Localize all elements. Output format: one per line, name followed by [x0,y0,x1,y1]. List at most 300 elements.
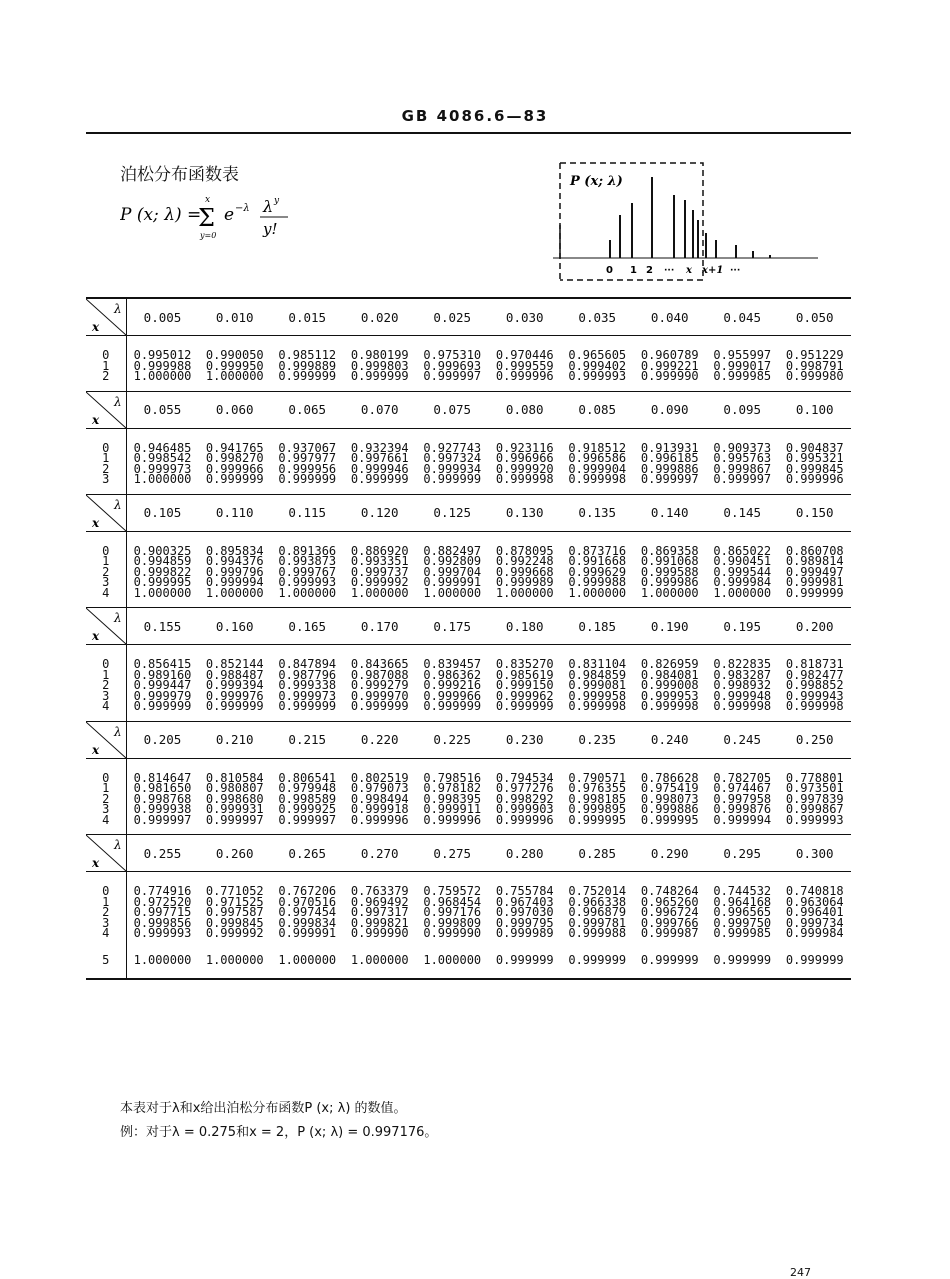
lambda-symbol: λ [114,611,122,625]
probability-column [706,872,779,948]
lambda-value: 0.060 [199,391,272,428]
probability-value: 0.999889 [278,358,337,373]
probability-value: 0.999999 [350,472,409,486]
x-value: 0 [102,884,110,898]
probability-value: 0.999931 [205,802,264,816]
probability-value: 1.000000 [350,585,409,600]
x-value: 5 [86,948,126,979]
probability-column [271,872,344,948]
probability-value: 0.997317 [350,905,409,919]
lambda-value: 0.010 [199,298,272,336]
formula-exp-power: −λ [235,203,250,214]
probability-value: 0.969492 [350,894,409,909]
probability-value: 0.932394 [350,440,409,455]
probability-value: 0.873716 [568,543,627,558]
probability-value: 0.999999 [779,948,852,979]
probability-value: 0.790571 [568,770,627,785]
lambda-value: 0.080 [489,391,562,428]
x-value: 3 [102,688,110,703]
probability-value: 0.999402 [568,358,627,373]
lambda-value: 0.280 [489,835,562,872]
probability-value: 0.965260 [640,894,699,909]
probability-column [561,428,634,494]
probability-value: 0.999845 [205,915,264,930]
probability-value: 0.999918 [350,802,409,816]
lambda-value: 0.270 [344,835,417,872]
lambda-value: 0.115 [271,494,344,531]
probability-value: 0.999999 [278,369,337,383]
probability-value: 0.992809 [423,554,482,568]
probability-value: 0.826959 [640,657,699,671]
svg-text:1: 1 [630,265,637,276]
probability-value: 0.967403 [495,894,554,909]
lambda-value: 0.195 [706,608,779,645]
probability-value: 0.999991 [278,926,337,940]
probability-column [634,872,707,948]
probability-value: 0.999997 [278,812,337,827]
x-value: 4 [102,585,110,600]
probability-value: 0.991068 [640,554,699,568]
probability-value: 0.999886 [640,802,699,816]
probability-value: 0.999920 [495,461,554,476]
probability-value: 0.999973 [278,688,337,703]
header-rule [86,132,851,134]
formula-denominator: y! [263,220,278,238]
probability-value: 0.999998 [568,699,627,713]
lambda-value: 0.095 [706,391,779,428]
probability-value: 0.995321 [785,451,844,465]
lambda-value: 0.235 [561,721,634,758]
probability-value: 0.979073 [350,781,409,795]
probability-value: 0.831104 [568,657,627,671]
x-value: 4 [102,812,110,827]
probability-value: 0.999979 [133,688,192,703]
probability-column [779,428,852,494]
extra-row [86,948,851,979]
lambda-value: 0.265 [271,835,344,872]
probability-value: 0.999999 [634,948,707,979]
lambda-value: 0.245 [706,721,779,758]
probability-value: 0.970446 [495,348,554,362]
probability-value: 0.980199 [350,348,409,362]
probability-value: 0.999994 [713,812,772,827]
probability-value: 0.951229 [785,348,844,362]
probability-value: 0.999966 [423,688,482,703]
lambda-value: 0.250 [779,721,852,758]
probability-value: 0.996401 [785,905,844,919]
probability-value: 0.810584 [205,770,264,785]
probability-value: 0.999081 [568,678,627,692]
probability-value: 0.891366 [278,543,337,558]
lambda-value: 0.220 [344,721,417,758]
probability-value: 0.978182 [423,781,482,795]
probability-value: 0.999911 [423,802,482,816]
probability-value: 0.999996 [423,812,482,827]
probability-value: 0.997030 [495,905,554,919]
lambda-symbol: λ [114,497,122,512]
probability-value: 0.993873 [278,554,337,568]
probability-value: 0.999999 [495,699,554,713]
probability-value: 0.856415 [133,657,192,671]
probability-value: 0.999693 [423,358,482,373]
probability-value: 0.989160 [133,667,192,682]
poisson-table [86,297,851,980]
formula-lhs: P (x; λ) = [120,205,202,225]
x-value: 1 [102,894,110,909]
probability-value: 0.966338 [568,894,627,909]
probability-value: 0.999953 [640,688,699,703]
x-value: 3 [102,802,110,816]
probability-value: 0.990050 [205,348,264,362]
probability-column [199,758,272,835]
lambda-value: 0.225 [416,721,489,758]
x-symbol: x [92,515,100,530]
probability-value: 0.878095 [495,543,554,558]
lambda-symbol: λ [114,302,122,316]
probability-value: 1.000000 [126,948,199,979]
probability-column [199,872,272,948]
probability-column [416,336,489,392]
probability-column [706,428,779,494]
probability-value: 0.999943 [785,688,844,703]
probability-value: 0.976355 [568,781,627,795]
lambda-symbol: λ [114,394,122,409]
probability-value: 0.999997 [423,369,482,383]
probability-value: 0.999948 [713,688,772,703]
x-value: 2 [102,791,110,806]
lambda-value: 0.015 [271,298,344,336]
probability-value: 0.999216 [423,678,482,692]
lambda-value: 0.150 [779,494,852,531]
probability-value: 0.999559 [495,358,554,373]
probability-value: 0.865022 [713,543,772,558]
probability-column [634,758,707,835]
probability-value: 0.955997 [713,348,772,362]
probability-value: 0.999981 [785,575,844,589]
probability-value: 0.999946 [350,461,409,476]
probability-value: 0.997977 [278,451,337,465]
probability-value: 0.981650 [133,781,192,795]
x-value: 1 [102,554,110,568]
probability-value: 0.913931 [640,440,699,455]
probability-value: 0.993351 [350,554,409,568]
svg-text:0: 0 [606,265,613,276]
probability-value: 0.999150 [495,678,554,692]
probability-column [344,336,417,392]
x-value: 3 [102,575,110,589]
probability-value: 0.999998 [785,699,844,713]
probability-value: 1.000000 [133,472,192,486]
probability-value: 0.946485 [133,440,192,455]
probability-value: 0.989814 [785,554,844,568]
probability-value: 0.992248 [495,554,554,568]
probability-value: 1.000000 [713,585,772,600]
lambda-value: 0.155 [126,608,199,645]
probability-value: 0.982477 [785,667,844,682]
probability-value: 0.999995 [640,812,699,827]
probability-value: 0.999821 [350,915,409,930]
probability-column [344,428,417,494]
probability-value: 0.999279 [350,678,409,692]
x-values [86,428,126,494]
probability-value: 0.970516 [278,894,337,909]
probability-value: 0.999999 [278,699,337,713]
probability-value: 0.852144 [205,657,264,671]
lambda-value: 0.130 [489,494,562,531]
probability-value: 0.882497 [423,543,482,558]
probability-value: 0.984859 [568,667,627,682]
probability-value: 0.999704 [423,564,482,579]
probability-value: 0.999986 [640,575,699,589]
probability-value: 0.977276 [495,781,554,795]
probability-value: 0.999997 [713,472,772,486]
probability-value: 0.999845 [785,461,844,476]
probability-column [271,531,344,608]
probability-value: 1.000000 [205,369,264,383]
probability-value: 0.755784 [495,884,554,898]
probability-value: 1.000000 [344,948,417,979]
probability-value: 0.999867 [713,461,772,476]
lambda-value: 0.165 [271,608,344,645]
probability-value: 0.998852 [785,678,844,692]
probability-value: 0.963064 [785,894,844,909]
probability-value: 0.997661 [350,451,409,465]
probability-value: 0.999997 [640,472,699,486]
probability-value: 0.974467 [713,781,772,795]
probability-value: 0.997715 [133,905,192,919]
data-row [86,758,851,835]
probability-column [489,428,562,494]
probability-value: 0.998292 [495,791,554,806]
formula-sigma: Σ [198,204,215,232]
lambda-value: 0.085 [561,391,634,428]
data-row [86,336,851,392]
probability-value: 0.999796 [205,564,264,579]
probability-column [344,645,417,722]
probability-value: 0.999990 [350,926,409,940]
lambda-value: 0.200 [779,608,852,645]
x-values [86,531,126,608]
x-value: 2 [102,369,110,383]
x-symbol: x [92,629,100,643]
x-value: 0 [102,348,110,362]
x-value: 3 [102,472,110,486]
x-symbol: x [92,320,100,334]
probability-value: 0.782705 [713,770,772,785]
diagram-label: P (x; λ) [570,174,623,189]
lambda-value: 0.255 [126,835,199,872]
probability-value: 0.999588 [640,564,699,579]
probability-value: 0.999809 [423,915,482,930]
probability-value: 0.999995 [133,575,192,589]
x-value: 1 [102,451,110,465]
probability-value: 0.960789 [640,348,699,362]
x-value: 2 [102,564,110,579]
lambda-value: 0.040 [634,298,707,336]
lambda-value: 0.205 [126,721,199,758]
probability-value: 0.999990 [423,926,482,940]
probability-value: 0.759572 [423,884,482,898]
probability-column [199,531,272,608]
data-row [86,428,851,494]
lambda-value: 0.135 [561,494,634,531]
probability-value: 0.999999 [423,699,482,713]
probability-value: 0.999993 [568,369,627,383]
probability-column [489,336,562,392]
probability-value: 0.987088 [350,667,409,682]
probability-column [416,428,489,494]
probability-value: 0.999903 [495,802,554,816]
x-values [86,336,126,392]
probability-value: 0.997839 [785,791,844,806]
probability-value: 0.998494 [350,791,409,806]
probability-column [199,428,272,494]
probability-value: 0.999876 [713,802,772,816]
probability-value: 0.998680 [205,791,264,806]
probability-value: 0.900325 [133,543,192,558]
probability-value: 0.999998 [713,699,772,713]
lambda-value: 0.055 [126,391,199,428]
probability-value: 0.999737 [350,564,409,579]
probability-value: 1.000000 [133,369,192,383]
probability-value: 0.937067 [278,440,337,455]
probability-value: 0.748264 [640,884,699,898]
x-value: 2 [102,905,110,919]
probability-column [561,531,634,608]
probability-value: 0.996966 [495,451,554,465]
probability-value: 0.987796 [278,667,337,682]
probability-value: 0.771052 [205,884,264,898]
probability-value: 0.941765 [205,440,264,455]
probability-value: 0.964168 [713,894,772,909]
probability-value: 0.999544 [713,564,772,579]
probability-value: 0.794534 [495,770,554,785]
probability-value: 1.000000 [205,585,264,600]
data-row [86,872,851,948]
probability-value: 0.814647 [133,770,192,785]
probability-column [779,872,852,948]
probability-column [126,531,199,608]
probability-value: 0.818731 [785,657,844,671]
probability-value: 0.996185 [640,451,699,465]
svg-text:2: 2 [646,265,653,276]
probability-value: 0.786628 [640,770,699,785]
x-symbol: x [92,856,100,870]
lambda-value: 0.160 [199,608,272,645]
probability-value: 0.999999 [205,699,264,713]
probability-value: 0.998932 [713,678,772,692]
probability-column [344,758,417,835]
lambda-value: 0.290 [634,835,707,872]
lambda-value: 0.045 [706,298,779,336]
lambda-header-row [86,494,851,531]
probability-value: 0.998185 [568,791,627,806]
probability-value: 0.843665 [350,657,409,671]
probability-value: 0.998791 [785,358,844,373]
probability-column [634,531,707,608]
lambda-value: 0.050 [779,298,852,336]
probability-value: 0.999766 [640,915,699,930]
lambda-value: 0.240 [634,721,707,758]
lambda-value: 0.110 [199,494,272,531]
probability-value: 0.999976 [205,688,264,703]
corner-cell [86,835,126,872]
x-value: 4 [102,699,110,713]
probability-value: 0.999803 [350,358,409,373]
probability-value: 0.975310 [423,348,482,362]
probability-value: 0.995763 [713,451,772,465]
formula-sum-bottom: y=0 [200,231,217,240]
corner-cell [86,391,126,428]
probability-value: 0.835270 [495,657,554,671]
probability-column [199,645,272,722]
lambda-value: 0.180 [489,608,562,645]
lambda-header-row [86,721,851,758]
probability-value: 0.984081 [640,667,699,682]
corner-cell [86,494,126,531]
probability-value: 0.999904 [568,461,627,476]
probability-value: 0.999999 [205,472,264,486]
probability-column [489,531,562,608]
probability-value: 0.996724 [640,905,699,919]
lambda-value: 0.300 [779,835,852,872]
x-value: 0 [102,440,110,455]
probability-column [416,531,489,608]
corner-cell [86,298,126,336]
x-value: 4 [102,926,110,940]
probability-value: 0.999997 [205,812,264,827]
lambda-value: 0.275 [416,835,489,872]
lambda-header-row [86,391,851,428]
probability-column [126,758,199,835]
probability-value: 0.774916 [133,884,192,898]
probability-value: 0.999750 [713,915,772,930]
x-symbol: x [92,742,100,757]
probability-value: 0.999994 [205,575,264,589]
formula-exp: e [224,205,235,225]
probability-value: 0.994859 [133,554,192,568]
probability-column [489,645,562,722]
probability-value: 0.999996 [495,369,554,383]
probability-value: 0.918512 [568,440,627,455]
formula-numerator: λ [263,197,274,216]
probability-value: 0.798516 [423,770,482,785]
probability-column [561,336,634,392]
lambda-header-row [86,835,851,872]
probability-value: 0.999998 [495,472,554,486]
probability-value: 0.999221 [640,358,699,373]
probability-value: 0.999999 [785,585,844,600]
probability-value: 0.806541 [278,770,337,785]
probability-value: 0.999989 [495,575,554,589]
probability-column [271,428,344,494]
probability-value: 0.999781 [568,915,627,930]
probability-column [344,531,417,608]
probability-value: 0.999988 [568,575,627,589]
lambda-symbol: λ [114,838,122,852]
x-symbol: x [92,412,100,427]
probability-value: 0.998073 [640,791,699,806]
lambda-value: 0.170 [344,608,417,645]
probability-value: 0.822835 [713,657,772,671]
probability-column [779,531,852,608]
lambda-value: 0.210 [199,721,272,758]
probability-value: 0.999988 [133,358,192,373]
x-values [86,758,126,835]
data-row [86,531,851,608]
probability-value: 0.744532 [713,884,772,898]
probability-value: 0.999767 [278,564,337,579]
